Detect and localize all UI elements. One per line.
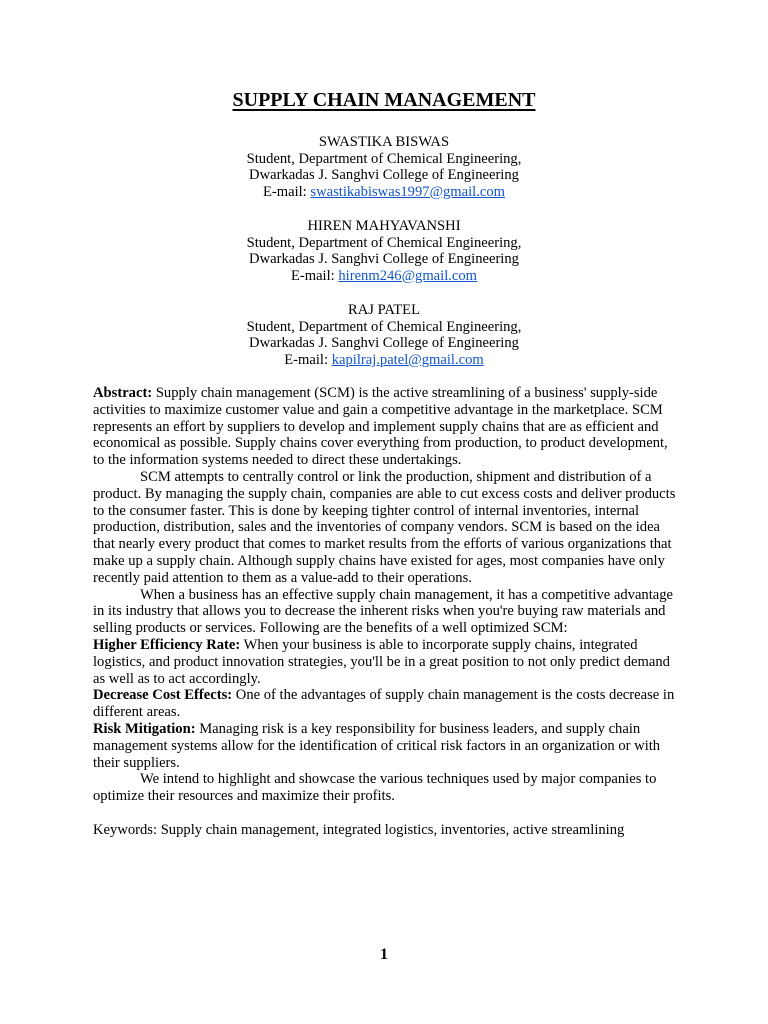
email-link[interactable]: hirenm246@gmail.com: [338, 267, 478, 284]
benefit-text: One of the advantages of supply chain management is the costs decrease in different areas.: [93, 687, 675, 721]
abstract-label: Abstract:: [93, 385, 153, 401]
author-email-line: [0, 352, 768, 369]
author-affiliation: Dwarkadas J. Sanghvi College of Engineering: [249, 335, 519, 352]
benefit-item: [93, 687, 678, 721]
author-name: SWASTIKA BISWAS: [318, 134, 450, 150]
email-link[interactable]: kapilraj.patel@gmail.com: [331, 351, 484, 368]
benefit-item: [93, 721, 678, 771]
body-paragraph-4: We intend to highlight and showcase the various techniques used by major companies to optimize their resources and maximize their profits.: [93, 771, 657, 805]
abstract-paragraph: [93, 385, 678, 469]
email-label: E-mail:: [284, 351, 332, 368]
page-number: 1: [380, 946, 388, 963]
keywords-line: Keywords: Supply chain management, integrated logistics, inventories, active streamlining: [93, 821, 625, 838]
document-body: [93, 385, 678, 839]
author-name: HIREN MAHYAVANSHI: [307, 218, 461, 234]
author-role: Student, Department of Chemical Engineering,: [246, 234, 522, 251]
document-title: SUPPLY CHAIN MANAGEMENT: [232, 89, 536, 111]
email-label: E-mail:: [290, 267, 339, 284]
body-paragraph-3: When a business has an effective supply chain management, it has a competitive advantage in its industry that allows you to decrease the inherent risks when you're buying raw materials and selling products or services. Following are the benefits of a well optimized SCM:: [93, 586, 674, 637]
benefit-label: Risk Mitigation:: [93, 720, 196, 737]
author-role: Student, Department of Chemical Engineering,: [246, 318, 522, 335]
author-name: RAJ PATEL: [347, 302, 421, 318]
body-paragraph-2: SCM attempts to centrally control or link the production, shipment and distribution of a product. By managing the supply chain, companies are able to cut excess costs and deliver products to the consumer faster. This is done by keeping tighter control of internal inventories, internal production, distribution, sales and the inventories of company vendors. SCM is based on the idea that nearly every product that comes to market results from the efforts of various organizations that make up a supply chain. Although supply chains have existed for ages, most companies have only recently paid attention to them as a value-add to their operations.: [93, 468, 676, 586]
email-link[interactable]: swastikabiswas1997@gmail.com: [310, 183, 506, 200]
author-role: Student, Department of Chemical Engineering,: [246, 150, 522, 167]
benefit-label: Decrease Cost Effects:: [93, 687, 233, 704]
benefit-text: When your business is able to incorporate supply chains, integrated logistics, and product innovation strategies, you'll be in a great position to not only predict demand as well as to act accordingly.: [93, 636, 670, 687]
author-affiliation: Dwarkadas J. Sanghvi College of Engineering: [249, 251, 519, 268]
author-affiliation: Dwarkadas J. Sanghvi College of Engineering: [249, 167, 519, 184]
author-block-3: [0, 302, 768, 368]
author-email-line: [0, 268, 768, 285]
benefit-label: Higher Efficiency Rate:: [93, 636, 241, 653]
abstract-text: Supply chain management (SCM) is the active streamlining of a business' supply-side activities to maximize customer value and gain a competitive advantage in the marketplace. SCM represents an effort by suppliers to develop and implement supply chains that are as efficient and economical as possible. Supply chains cover everything from production, to product development, to the information systems needed to direct these undertakings.: [93, 385, 668, 469]
benefit-item: [93, 637, 678, 687]
author-block-2: [0, 218, 768, 284]
benefit-text: Managing risk is a key responsibility for business leaders, and supply chain management systems allow for the identification of critical risk factors in an organization or with their suppliers.: [93, 720, 661, 771]
email-label: E-mail:: [262, 183, 311, 200]
author-email-line: [0, 184, 768, 201]
author-block-1: [0, 134, 768, 200]
